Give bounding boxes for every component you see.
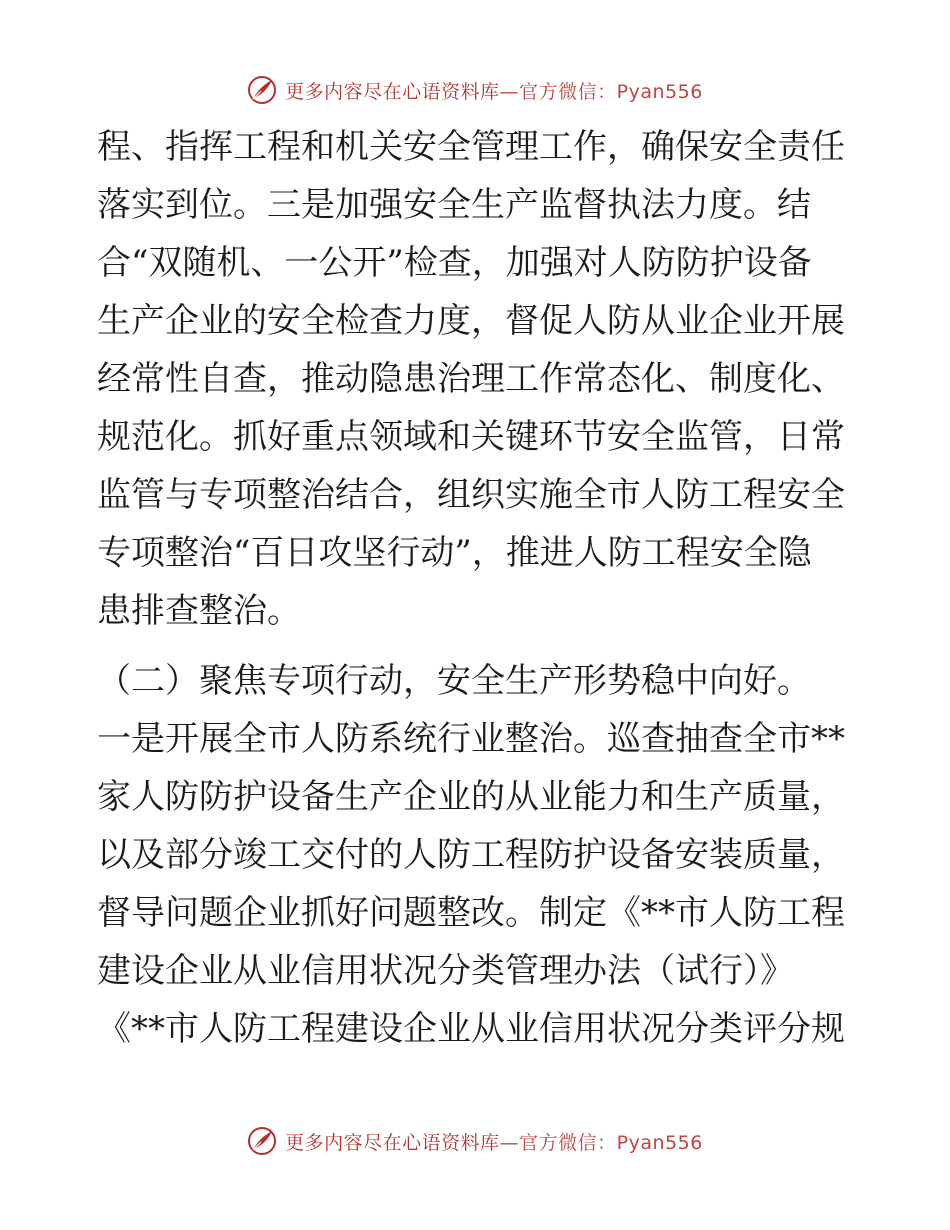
text-line: 规范化。抓好重点领域和关键环节安全监管，日常: [97, 417, 845, 457]
paragraph-gap: [97, 640, 857, 652]
text-line: 专项整治“百日攻坚行动”，推进人防工程安全隐: [97, 533, 812, 573]
text-line: 患排查整治。: [97, 591, 301, 631]
text-line: 建设企业从业信用状况分类管理办法（试行）》: [97, 951, 794, 991]
feather-logo-icon: [247, 75, 277, 105]
paragraph-2: [97, 652, 857, 1058]
text-line: 生产企业的安全检查力度，督促人防从业企业开展: [97, 301, 845, 341]
text-line: 合“双随机、一公开”检查，加强对人防防护设备: [97, 243, 812, 283]
watermark-wechat-text: —官方微信：Pyan556: [499, 80, 703, 103]
watermark-wechat-text: —官方微信：Pyan556: [499, 1131, 703, 1154]
watermark-main-text: 更多内容尽在心语资料库: [285, 1131, 500, 1154]
section-heading: （二）聚焦专项行动，安全生产形势稳中向好。: [97, 661, 811, 701]
watermark-main-text: 更多内容尽在心语资料库: [285, 80, 500, 103]
text-line: 监管与专项整治结合，组织实施全市人防工程安全: [97, 475, 845, 515]
text-line: 程、指挥工程和机关安全管理工作，确保安全责任: [97, 127, 845, 167]
document-body: [97, 118, 857, 1058]
text-line: 一是开展全市人防系统行业整治。巡查抽查全市**: [97, 719, 845, 759]
text-line: 以及部分竣工交付的人防工程防护设备安装质量，: [97, 835, 845, 875]
header-watermark: [0, 70, 950, 110]
text-line: 《**市人防工程建设企业从业信用状况分类评分规: [97, 1009, 845, 1049]
paragraph-1: [97, 118, 857, 640]
text-line: 督导问题企业抓好问题整改。制定《**市人防工程: [97, 893, 845, 933]
footer-watermark: [0, 1121, 950, 1161]
text-line: 家人防防护设备生产企业的从业能力和生产质量，: [97, 777, 845, 817]
feather-logo-icon: [247, 1126, 277, 1156]
text-line: 落实到位。三是加强安全生产监督执法力度。结: [97, 185, 811, 225]
text-line: 经常性自查，推动隐患治理工作常态化、制度化、: [97, 359, 845, 399]
